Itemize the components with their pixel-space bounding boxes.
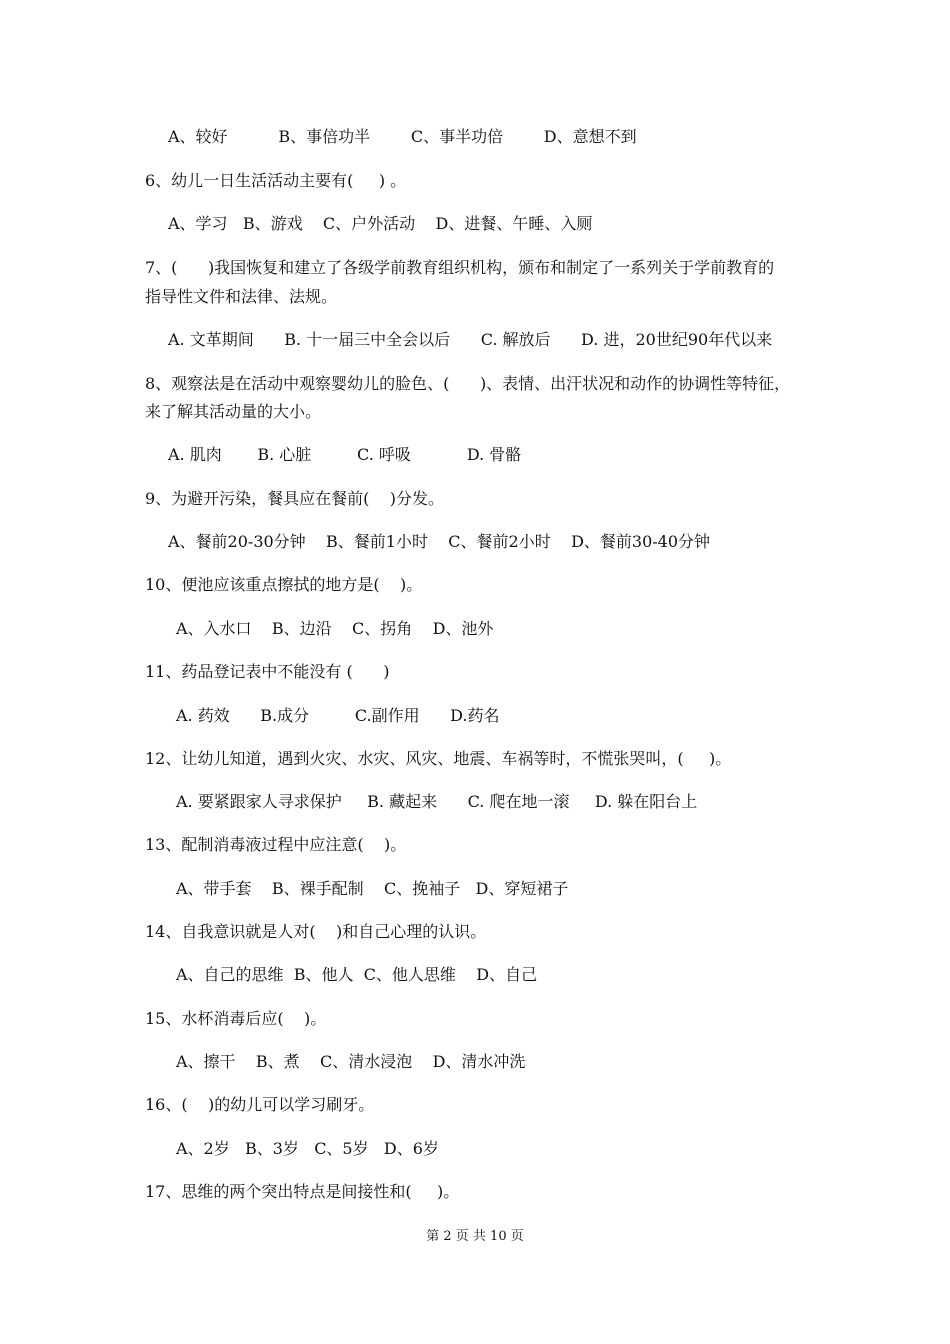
q6-options: A、学习 B、游戏 C、户外活动 D、进餐、午睡、入厕 xyxy=(168,214,593,233)
q10-question: 10、便池应该重点擦拭的地方是( )。 xyxy=(145,575,423,594)
q16-question: 16、( )的幼儿可以学习刷牙。 xyxy=(145,1095,375,1114)
q7-question-line1: 7、( )我国恢复和建立了各级学前教育组织机构，颁布和制定了一系列关于学前教育的 xyxy=(145,258,775,277)
q13-options: A、带手套 B、裸手配制 C、挽袖子 D、穿短裙子 xyxy=(176,879,569,898)
q10-options: A、入水口 B、边沿 C、拐角 D、池外 xyxy=(176,619,494,638)
q13-question: 13、配制消毒液过程中应注意( )。 xyxy=(145,835,407,854)
q12-options: A. 要紧跟家人寻求保护 B. 藏起来 C. 爬在地一滚 D. 躲在阳台上 xyxy=(176,792,698,811)
q8-question-line1: 8、观察法是在活动中观察婴幼儿的脸色、( )、表情、出汗状况和动作的协调性等特征， xyxy=(145,374,791,393)
q17-question: 17、思维的两个突出特点是间接性和( )。 xyxy=(145,1182,460,1201)
q6-question: 6、幼儿一日生活活动主要有( ) 。 xyxy=(145,171,407,190)
q8-options: A. 肌肉 B. 心脏 C. 呼吸 D. 骨骼 xyxy=(168,445,522,464)
page-footer: 第 2 页 共 10 页 xyxy=(426,1229,524,1244)
q14-question: 14、自我意识就是人对( )和自己心理的认识。 xyxy=(145,922,487,941)
q7-question-line2: 指导性文件和法律、法规。 xyxy=(145,287,338,306)
q11-options: A. 药效 B.成分 C.副作用 D.药名 xyxy=(176,706,500,725)
q15-options: A、擦干 B、煮 C、清水浸泡 D、清水冲洗 xyxy=(176,1052,526,1071)
q5-options: A、较好 B、事倍功半 C、事半功倍 D、意想不到 xyxy=(168,127,637,146)
q15-question: 15、水杯消毒后应( )。 xyxy=(145,1009,327,1028)
q8-question-line2: 来了解其活动量的大小。 xyxy=(145,402,322,421)
q14-options: A、自己的思维 B、他人 C、他人思维 D、自己 xyxy=(176,965,538,984)
q11-question: 11、药品登记表中不能没有 ( ) xyxy=(145,662,390,681)
q7-options: A. 文革期间 B. 十一届三中全会以后 C. 解放后 D. 进，20世纪90年代以来 xyxy=(168,330,773,349)
q9-question: 9、为避开污染，餐具应在餐前( )分发。 xyxy=(145,489,445,508)
q9-options: A、餐前20-30分钟 B、餐前1小时 C、餐前2小时 D、餐前30-40分钟 xyxy=(168,532,711,551)
q16-options: A、2岁 B、3岁 C、5岁 D、6岁 xyxy=(176,1139,439,1158)
q12-question: 12、让幼儿知道，遇到火灾、水灾、风灾、地震、车祸等时，不慌张哭叫，( )。 xyxy=(145,749,732,768)
